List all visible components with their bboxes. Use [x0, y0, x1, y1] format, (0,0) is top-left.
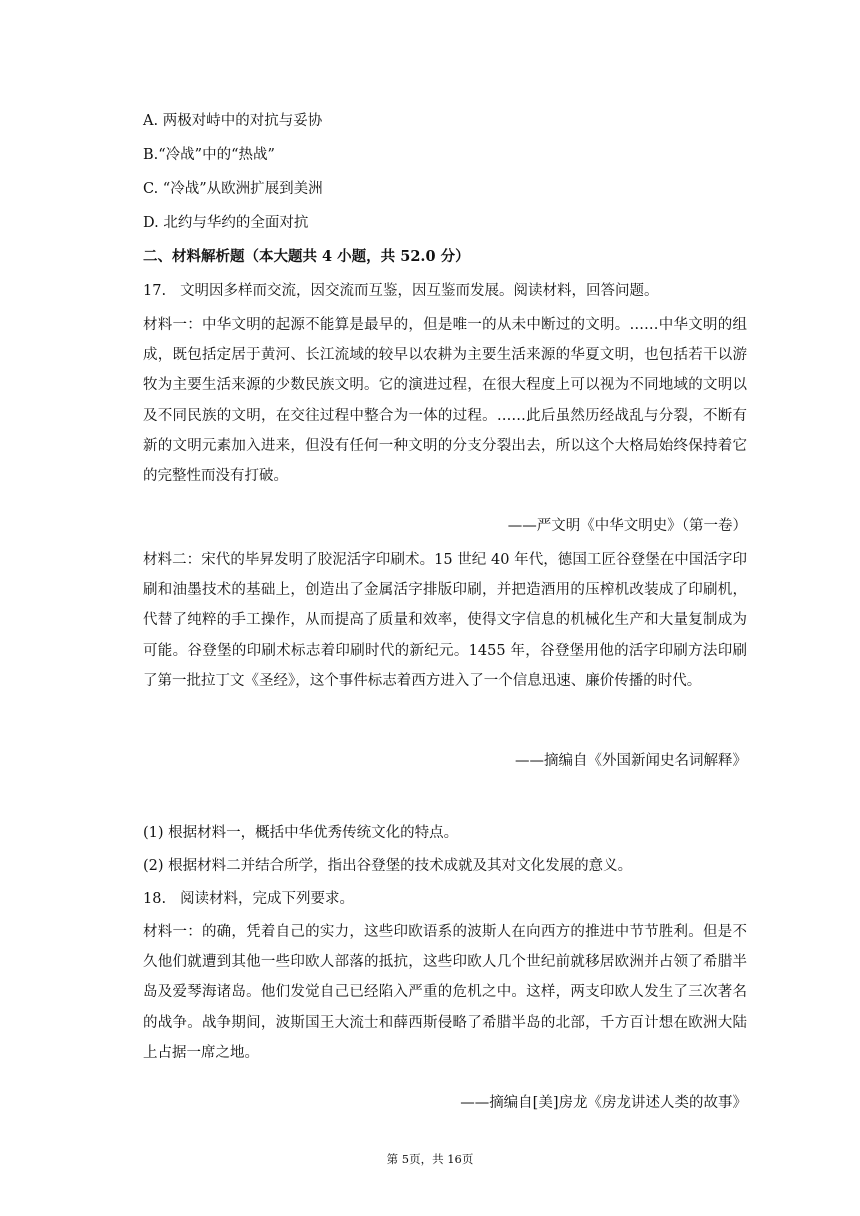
- q17-source-2: ——摘编自《外国新闻史名词解释》: [515, 753, 747, 769]
- question-text: 阅读材料，完成下列要求。: [180, 891, 355, 907]
- option-d: [143, 213, 308, 233]
- option-a: [143, 111, 322, 131]
- q17-subquestion-1: (1) 根据材料一，概括中华优秀传统文化的特点。: [143, 825, 459, 841]
- option-letter: C.: [143, 181, 159, 197]
- q17-material-2: 材料二：宋代的毕昇发明了胶泥活字印刷术。15 世纪 40 年代，德国工匠谷登堡在中国活字印刷和油墨技术的基础上，创造出了金属活字排版印刷，并把造酒用的压榨机改装成了印刷机，代替了纯粹的手工操作，从而提高了质量和效率，使得文字信息的机械化生产和大量复制成为可能。谷登堡的印刷术标志着印刷时代的新纪元。1455 年，谷登堡用他的活字印刷方法印刷了第一批拉丁文《圣经》，这个事件标志着西方进入了一个信息迅速、廉价传播的时代。: [143, 552, 747, 689]
- q17-source-1: ——严文明《中华文明史》（第一卷）: [507, 518, 747, 534]
- option-c: [143, 179, 323, 199]
- question-text: 文明因多样而交流，因交流而互鉴，因互鉴而发展。阅读材料，回答问题。: [180, 283, 659, 299]
- q18-source-1: ——摘编自[美]房龙《房龙讲述人类的故事》: [460, 1095, 747, 1111]
- option-text: “冷战”中的“热战”: [158, 147, 275, 163]
- section-heading: 二、材料解析题（本大题共 4 小题，共 52.0 分）: [143, 248, 470, 265]
- option-letter: D.: [143, 215, 159, 231]
- page-footer: 第 5页，共 16页: [386, 1152, 474, 1166]
- option-b: [143, 145, 275, 165]
- q18-material-1: 材料一：的确，凭着自己的实力，这些印欧语系的波斯人在向西方的推进中节节胜利。但是不久他们就遭到其他一些印欧人部落的抵抗，这些印欧人几个世纪前就移居欧洲并占领了希腊半岛及爱琴海诸岛。他们发觉自己已经陷入严重的危机之中。这样，两支印欧人发生了三次著名的战争。战争期间，波斯国王大流士和薛西斯侵略了希腊半岛的北部，千方百计想在欧洲大陆上占据一席之地。: [143, 924, 747, 1061]
- option-text: “冷战”从欧洲扩展到美洲: [162, 181, 323, 197]
- q17-subquestion-2: (2) 根据材料二并结合所学，指出谷登堡的技术成就及其对文化发展的意义。: [143, 858, 633, 874]
- question-17-stem: [143, 281, 659, 301]
- option-text: 两极对峙中的对抗与妥协: [162, 113, 323, 129]
- option-letter: B.: [143, 147, 159, 163]
- question-number: 18.: [143, 891, 167, 907]
- q17-material-1: 材料一：中华文明的起源不能算是最早的，但是唯一的从未中断过的文明。……中华文明的组成，既包括定居于黄河、长江流域的较早以农耕为主要生活来源的华夏文明，也包括若干以游牧为主要生活来源的少数民族文明。它的演进过程，在很大程度上可以视为不同地域的文明以及不同民族的文明，在交往过程中整合为一体的过程。……此后虽然历经战乱与分裂，不断有新的文明元素加入进来，但没有任何一种文明的分支分裂出去，所以这个大格局始终保持着它的完整性而没有打破。: [143, 317, 747, 485]
- option-text: 北约与华约的全面对抗: [163, 215, 309, 231]
- question-number: 17.: [143, 283, 167, 299]
- question-18-stem: [143, 889, 354, 909]
- option-letter: A.: [143, 113, 159, 129]
